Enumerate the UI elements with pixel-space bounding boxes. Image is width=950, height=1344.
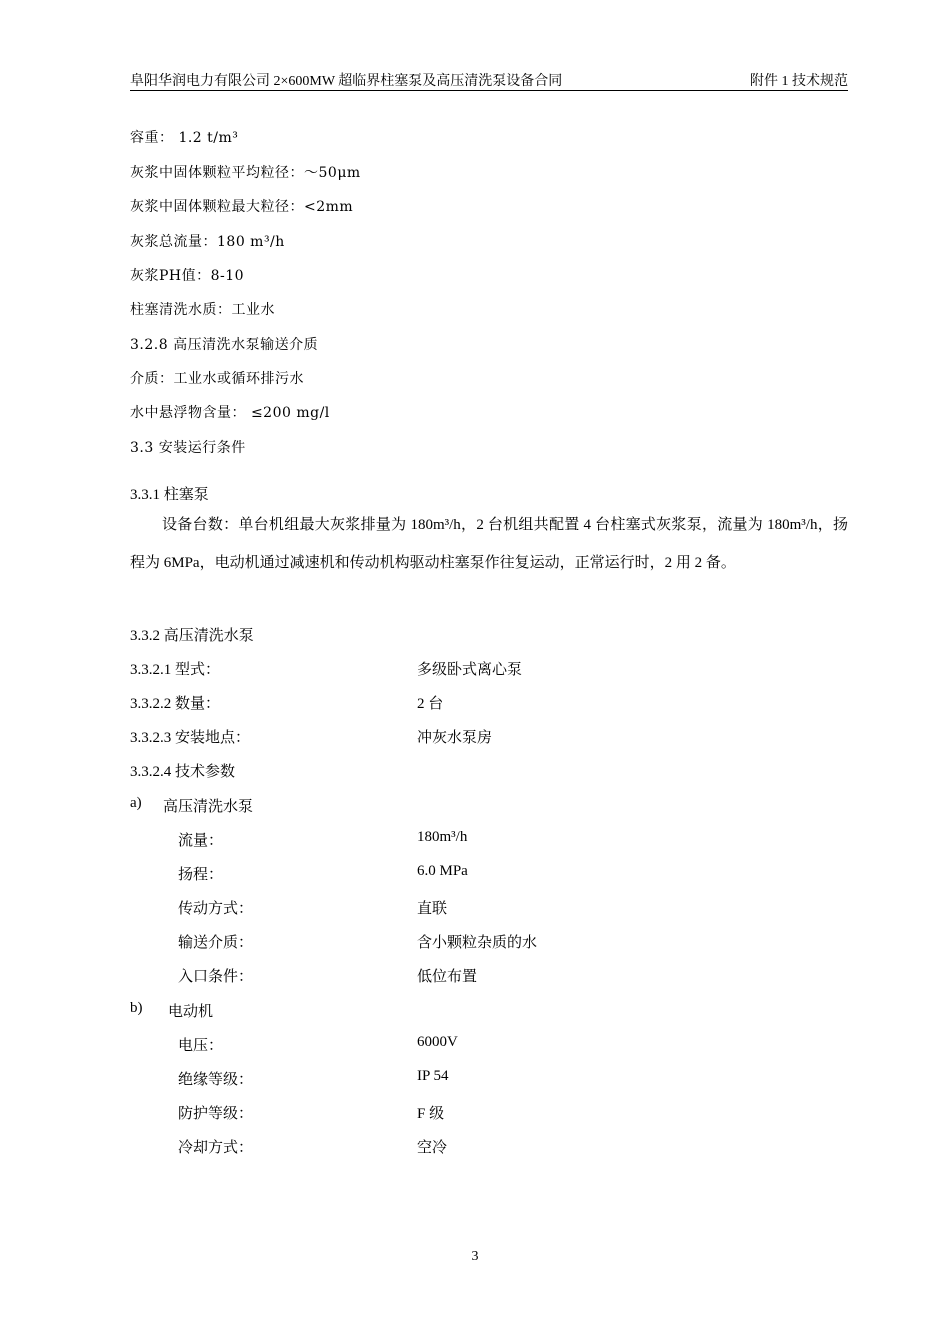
param-label: 绝缘等级： xyxy=(178,1072,254,1088)
motor-marker: b) xyxy=(130,1000,143,1016)
page-header xyxy=(130,68,848,91)
max-particle-size-line: 灰浆中固体颗粒最大粒径：<2mm xyxy=(130,199,354,215)
spec-value: 多级卧式离心泵 xyxy=(417,662,523,678)
equipment-count-paragraph: 设备台数：单台机组最大灰浆排量为 180m³/h，2 台机组共配置 4 台柱塞式灰浆泵，流量为 180m³/h，扬程为 6MPa，电动机通过减速机和传动机构驱动柱塞泵作往复运动，正常运行时，2 用 2 备。 xyxy=(130,517,848,571)
page-number: 3 xyxy=(471,1249,479,1264)
pump-marker: a) xyxy=(130,795,142,811)
suspended-solids-line: 水中悬浮物含量： ≤200 mg/l xyxy=(130,405,330,421)
param-value: 含小颗粒杂质的水 xyxy=(417,935,538,951)
spec-value: 冲灰水泵房 xyxy=(417,730,493,746)
spec-value: 2 台 xyxy=(417,696,444,712)
spec-label: 3.3.2.1 型式： xyxy=(130,662,221,678)
param-value: 180m³/h xyxy=(417,829,468,845)
medium-line: 介质：工业水或循环排污水 xyxy=(130,371,304,387)
section-3-3-1-heading: 3.3.1 柱塞泵 xyxy=(130,487,209,503)
param-label: 防护等级： xyxy=(178,1106,254,1122)
param-label: 流量： xyxy=(178,833,224,849)
motor-title: 电动机 xyxy=(168,1004,214,1020)
param-value: F 级 xyxy=(417,1106,445,1122)
spec-label: 3.3.2.2 数量： xyxy=(130,696,221,712)
section-3-2-8-heading: 3.2.8 高压清洗水泵输送介质 xyxy=(130,337,319,353)
param-value: 空冷 xyxy=(417,1140,448,1156)
tech-params-heading: 3.3.2.4 技术参数 xyxy=(130,764,236,780)
total-flow-line: 灰浆总流量：180 m³/h xyxy=(130,234,285,250)
param-label: 入口条件： xyxy=(178,969,254,985)
param-value: 直联 xyxy=(417,901,448,917)
param-value: 6000V xyxy=(417,1034,458,1050)
param-value: 6.0 MPa xyxy=(417,863,468,879)
section-3-3-2-heading: 3.3.2 高压清洗水泵 xyxy=(130,628,254,644)
param-label: 电压： xyxy=(178,1038,224,1054)
wash-water-line: 柱塞清洗水质：工业水 xyxy=(130,302,275,318)
header-title: 阜阳华润电力有限公司 2×600MW 超临界柱塞泵及高压清洗泵设备合同 xyxy=(130,74,563,89)
avg-particle-size-line: 灰浆中固体颗粒平均粒径：～50μm xyxy=(130,165,361,181)
param-label: 扬程： xyxy=(178,867,224,883)
param-label: 冷却方式： xyxy=(178,1140,254,1156)
spec-label: 3.3.2.3 安装地点： xyxy=(130,730,251,746)
bulk-density-line: 容重： 1.2 t/m³ xyxy=(130,130,239,146)
param-label: 输送介质： xyxy=(178,935,254,951)
pump-title: 高压清洗水泵 xyxy=(163,799,254,815)
section-3-3-heading: 3.3 安装运行条件 xyxy=(130,440,246,456)
ph-line: 灰浆PH值：8-10 xyxy=(130,268,245,284)
param-value: IP 54 xyxy=(417,1068,449,1084)
param-label: 传动方式： xyxy=(178,901,254,917)
header-attachment: 附件 1 技术规范 xyxy=(750,74,848,89)
param-value: 低位布置 xyxy=(417,969,478,985)
